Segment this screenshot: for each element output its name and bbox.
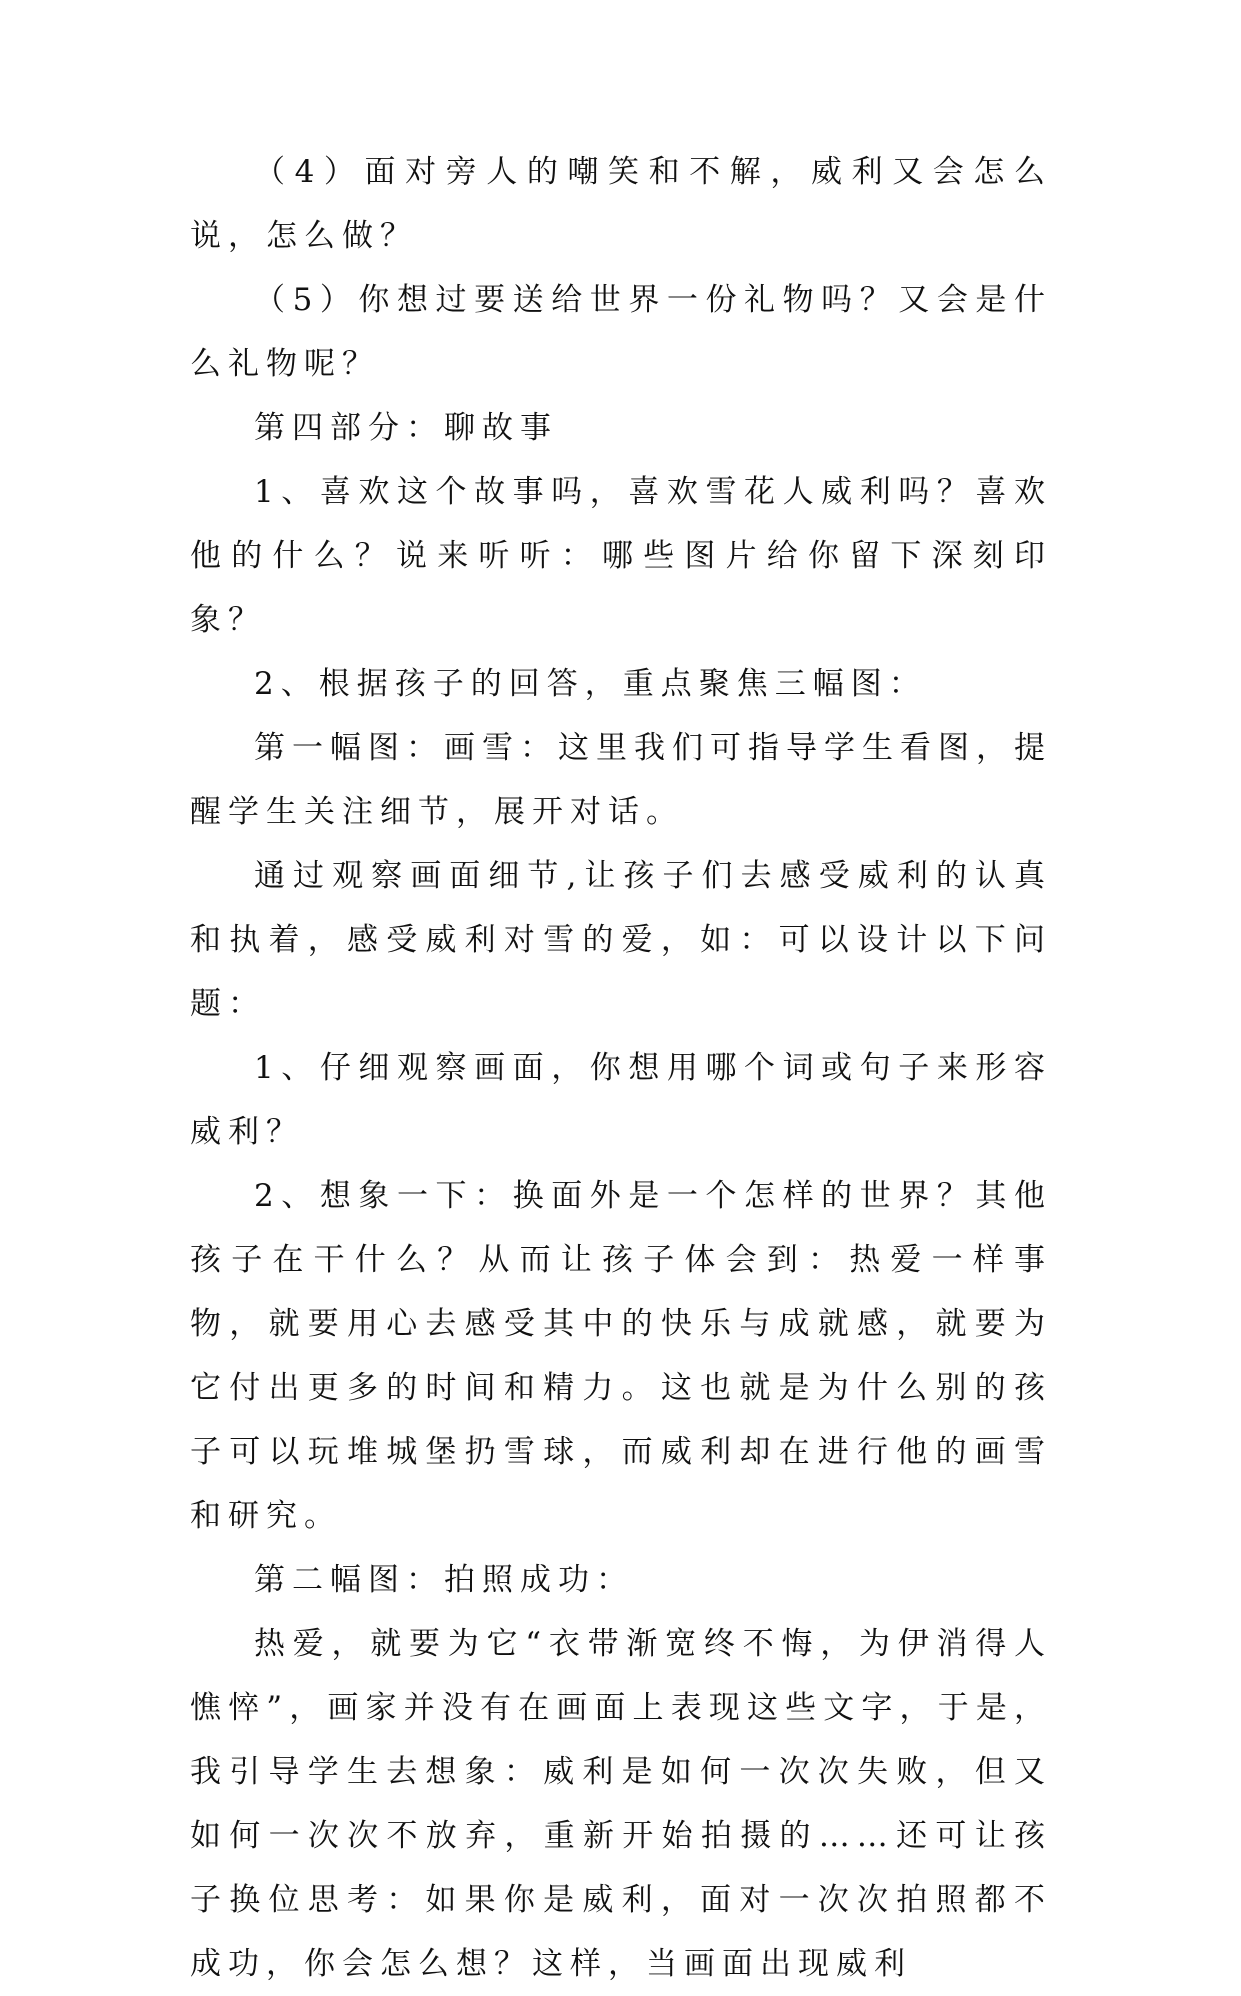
paragraph-question-4: （4）面对旁人的嘲笑和不解，威利又会怎么说，怎么做？	[190, 154, 1052, 254]
paragraph-observe-details: 通过观察画面细节,让孩子们去感受威利的认真和执着，感受威利对雪的爱，如：可以设计以下问题：	[190, 858, 1052, 1022]
section-heading-part-four: 第四部分：聊故事	[254, 410, 558, 446]
document-page	[190, 140, 1052, 1996]
paragraph-second-picture: 第二幅图：拍照成功：	[254, 1562, 634, 1598]
paragraph-passion: 热爱，就要为它“衣带渐宽终不悔，为伊消得人憔悴”，画家并没有在画面上表现这些文字，于是，我引导学生去想象：威利是如何一次次失败，但又如何一次次不放弃，重新开始拍摄的……还可让孩子换位思考：如果你是威利，面对一次次拍照都不成功，你会怎么想？这样，当画面出现威利	[190, 1626, 1052, 1982]
paragraph-question-5: （5）你想过要送给世界一份礼物吗？又会是什么礼物呢？	[190, 282, 1052, 382]
paragraph-sub-item-2: 2、想象一下：换面外是一个怎样的世界？其他孩子在干什么？从而让孩子体会到：热爱一样事物，就要用心去感受其中的快乐与成就感，就要为它付出更多的时间和精力。这也就是为什么别的孩子可以玩堆城堡扔雪球，而威利却在进行他的画雪和研究。	[190, 1178, 1052, 1534]
paragraph-sub-item-1: 1、仔细观察画面，你想用哪个词或句子来形容威利？	[190, 1050, 1052, 1150]
paragraph-item-1: 1、喜欢这个故事吗，喜欢雪花人威利吗？喜欢他的什么？说来听听：哪些图片给你留下深刻印象？	[190, 474, 1052, 638]
paragraph-first-picture: 第一幅图：画雪：这里我们可指导学生看图，提醒学生关注细节，展开对话。	[190, 730, 1052, 830]
paragraph-item-2: 2、根据孩子的回答，重点聚焦三幅图：	[254, 666, 927, 702]
